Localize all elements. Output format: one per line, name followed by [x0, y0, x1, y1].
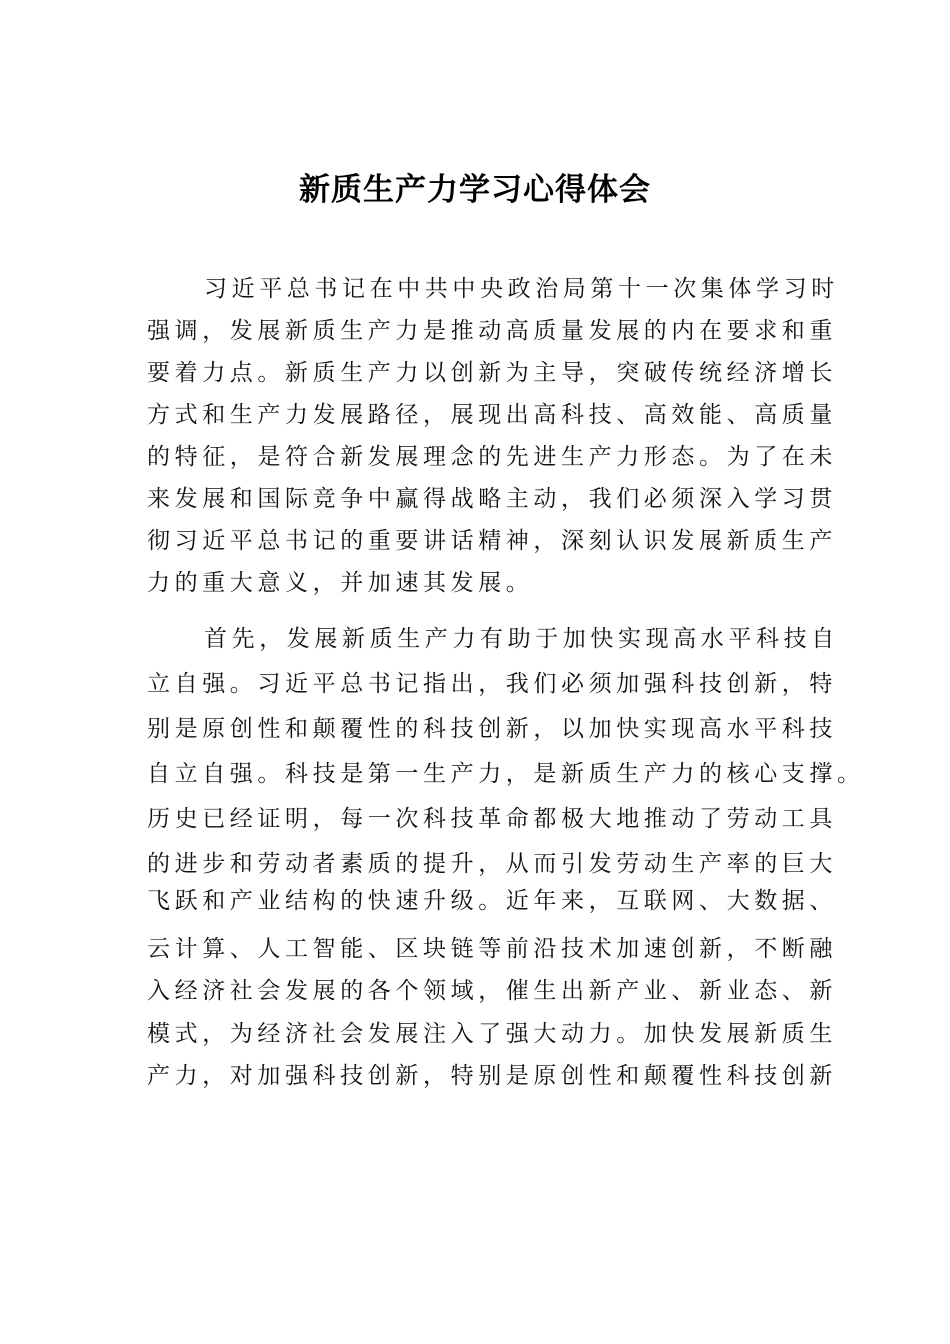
text-line: 力的重大意义，并加速其发展。: [147, 570, 534, 596]
text-line: 首先，发展新质生产力有助于加快实现高水平科技自: [204, 626, 839, 652]
text-line: 立自强。习近平总书记指出，我们必须加强科技创新，特: [147, 671, 837, 697]
text-line: 来发展和国际竞争中赢得战略主动，我们必须深入学习贯: [147, 486, 837, 512]
text-line: 彻习近平总书记的重要讲话精神，深刻认识发展新质生产: [147, 528, 837, 554]
text-line: 模式，为经济社会发展注入了强大动力。加快发展新质生: [147, 1021, 837, 1047]
text-line: 历史已经证明，每一次科技革命都极大地推动了劳动工具: [147, 806, 837, 832]
text-line: 别是原创性和颠覆性的科技创新，以加快实现高水平科技: [147, 716, 837, 742]
text-line: 飞跃和产业结构的快速升级。近年来，互联网、大数据、: [147, 888, 837, 914]
document-title: 新质生产力学习心得体会: [299, 172, 651, 208]
text-line: 自立自强。科技是第一生产力，是新质生产力的核心支撑。: [147, 761, 865, 787]
text-line: 的进步和劳动者素质的提升，从而引发劳动生产率的巨大: [147, 851, 837, 877]
text-line: 云计算、人工智能、区块链等前沿技术加速创新，不断融: [147, 936, 837, 962]
text-line: 要着力点。新质生产力以创新为主导，突破传统经济增长: [147, 360, 837, 386]
text-line: 强调，发展新质生产力是推动高质量发展的内在要求和重: [147, 318, 837, 344]
text-line: 产力，对加强科技创新，特别是原创性和颠覆性科技创新: [147, 1063, 837, 1089]
text-line: 的特征，是符合新发展理念的先进生产力形态。为了在未: [147, 444, 837, 470]
text-line: 习近平总书记在中共中央政治局第十一次集体学习时: [204, 276, 839, 302]
text-line: 入经济社会发展的各个领域，催生出新产业、新业态、新: [147, 978, 837, 1004]
text-line: 方式和生产力发展路径，展现出高科技、高效能、高质量: [147, 402, 837, 428]
